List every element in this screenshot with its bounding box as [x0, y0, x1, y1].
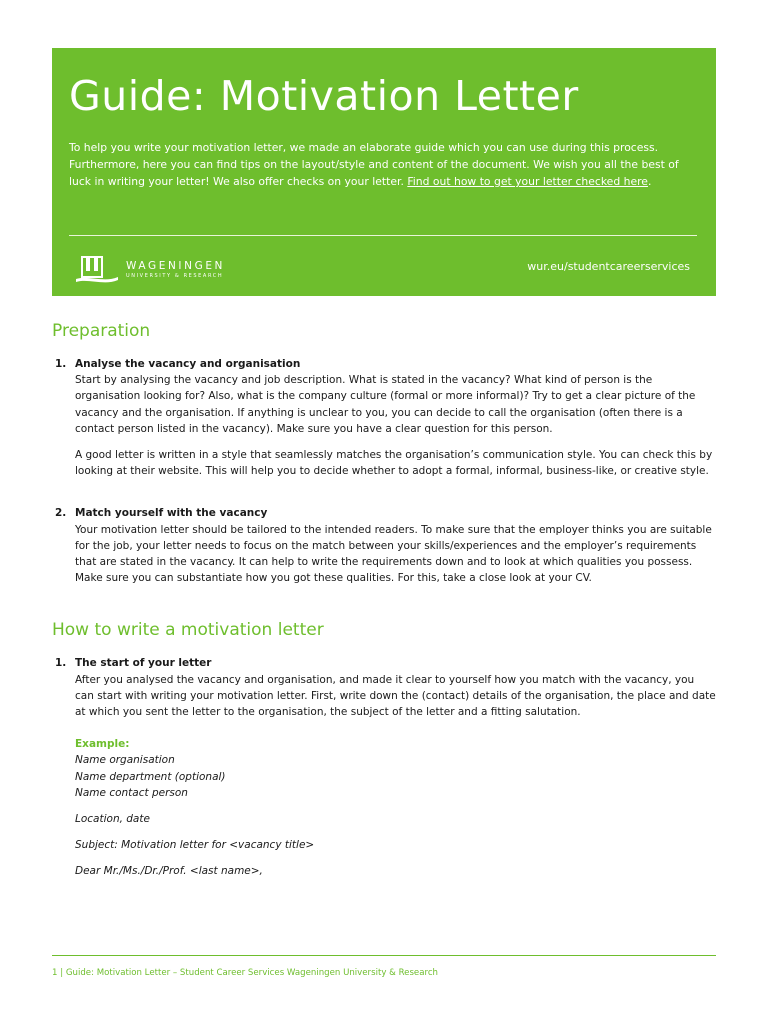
example-line: Name contact person — [75, 786, 188, 799]
item-number: 1. — [55, 657, 67, 670]
item-paragraph: Your motivation letter should be tailored to the intended readers. To make sure that the employer thinks you are suitable for the job, your letter needs to focus on the match between your skills/experiences and the employer’s requirements that are stated in the vacancy. It can help to write the requirements down and to look at which qualities you possess. Make sure you can substantiate how you got these qualities. For this, take a close look at your CV. — [75, 523, 712, 585]
example-line: Name organisation — [75, 754, 175, 767]
how-to-heading: How to write a motivation letter — [52, 620, 324, 641]
item-title: Analyse the vacancy and organisation — [75, 358, 301, 370]
example-line: Location, date — [75, 813, 150, 826]
footer-text: Guide: Motivation Letter – Student Career Services Wageningen University & Research — [65, 968, 438, 978]
item-paragraph: Start by analysing the vacancy and job description. What is stated in the vacancy? What kind of person is the organisation looking for? Also, what is the company culture (formal or more informal)? Try to get a clear picture of the vacancy and the organisation. If anything is unclear to you, you can decide to call the organisation (often there is a contact person listed in the vacancy). Make sure you have a clear question for this person. — [75, 374, 696, 435]
document-body — [52, 320, 716, 880]
intro-end: . — [647, 175, 652, 188]
item-number: 1. — [55, 358, 67, 370]
banner-divider — [69, 235, 697, 236]
page-number: 1 — [52, 968, 58, 978]
page-title: Guide: Motivation Letter — [69, 72, 579, 120]
example-line: Subject: Motivation letter for <vacancy title> — [75, 839, 315, 852]
page-footer — [52, 968, 438, 978]
item-title: The start of your letter — [75, 657, 212, 670]
item-number: 2. — [55, 507, 67, 520]
footer-divider — [52, 955, 716, 956]
example-line: Name department (optional) — [75, 770, 226, 783]
wageningen-logo — [74, 253, 225, 287]
preparation-heading: Preparation — [52, 321, 151, 341]
item-title: Match yourself with the vacancy — [75, 507, 268, 520]
item-paragraph: After you analysed the vacancy and organisation, and made it clear to yourself how you match with the vacancy, you can start with writing your motivation letter. First, write down the (contact) details of the organisation, the place and date at which you sent the letter to the organisation, the subject of the letter and a fitting salutation. — [75, 673, 716, 719]
career-services-url[interactable]: wur.eu/studentcareerservices — [527, 260, 690, 273]
header-banner — [52, 48, 716, 296]
letter-check-link[interactable]: Find out how to get your letter checked here — [407, 175, 648, 188]
intro-paragraph — [69, 139, 699, 190]
footer-separator: | — [60, 968, 64, 978]
logo-name: WAGENINGEN — [126, 260, 226, 272]
list-item — [52, 655, 716, 879]
list-item — [52, 356, 716, 479]
example-label: Example: — [75, 738, 130, 751]
example-line: Dear Mr./Ms./Dr./Prof. <last name>, — [75, 865, 263, 878]
list-item — [52, 505, 716, 586]
wageningen-logo-icon — [74, 253, 120, 287]
logo-subtitle: UNIVERSITY & RESEARCH — [126, 273, 224, 279]
intro-text: To help you write your motivation letter, we made an elaborate guide which you can use during this process. Furthermore, here you can find tips on the layout/style and content of the document. We wish you all the best of luck in writing your letter! We also offer checks on your letter. — [69, 141, 679, 188]
item-paragraph: A good letter is written in a style that seamlessly matches the organisation’s communication style. You can check this by looking at their website. This will help you to decide whether to adopt a formal, informal, business-like, or creative style. — [75, 449, 713, 478]
